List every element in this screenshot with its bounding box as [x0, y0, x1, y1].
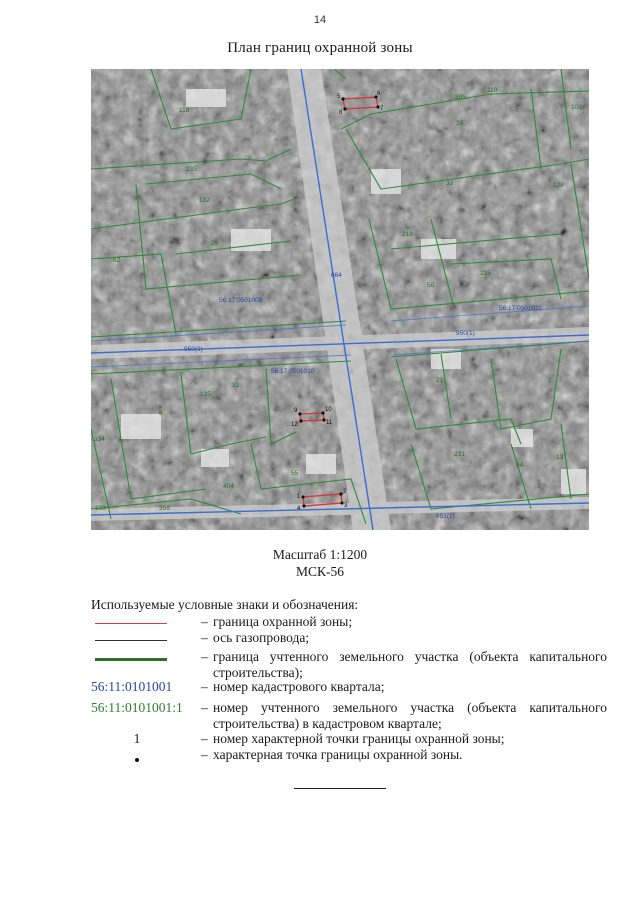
parcel-number-label: 305	[455, 94, 466, 101]
point-label: 10	[325, 407, 332, 413]
document-title: План границ охранной зоны	[227, 40, 413, 56]
footer-divider	[294, 788, 386, 789]
legend-dash: –	[201, 630, 208, 645]
legend-text: граница учтенного земельного участка (объекта капитального строительства);	[213, 649, 607, 680]
legend-symbol-parcel-boundary	[91, 649, 203, 665]
parcel-number-label: 132	[199, 197, 210, 204]
road-label: 664	[331, 272, 342, 279]
legend-symbol-point	[91, 747, 203, 763]
legend-dash: –	[201, 731, 208, 746]
legend-heading: Используемые условные знаки и обозначения:	[91, 597, 359, 612]
parcel-number-label: 135	[200, 391, 211, 398]
legend-symbol-parcel-number: 56:11:0101001:1	[91, 700, 183, 715]
legend-item-zone-boundary	[91, 614, 607, 630]
point-label: 11	[326, 420, 333, 426]
scale-block	[0, 546, 640, 580]
parcel-number-label: 62	[113, 257, 121, 264]
point-label: 1	[297, 494, 301, 500]
crs-text: МСК-56	[295, 564, 344, 579]
point-label: 5	[337, 94, 341, 100]
parcel-number-label: 29	[211, 240, 219, 247]
parcel-number-label: 404	[223, 483, 234, 490]
legend-symbol-point-number: 1	[133, 731, 141, 746]
point-label: 4	[297, 506, 301, 512]
legend-text: номер учтенного земельного участка (объекта капитального строительства) в кадастровом квартале;	[213, 700, 607, 731]
point-label: 9	[294, 408, 298, 414]
parcel-number-label: 133	[95, 505, 106, 512]
point-label: 3	[344, 503, 348, 509]
legend-item-point	[91, 747, 607, 763]
parcel-number-label: 50	[427, 282, 435, 289]
parcel-number-label: 21	[436, 377, 444, 384]
road-label: 951(1)	[436, 513, 455, 520]
parcel-number-label: 110	[487, 87, 498, 94]
parcel-number-label: 6	[159, 410, 163, 417]
parcel-number-label: 118	[179, 107, 190, 114]
legend-text: граница охранной зоны;	[213, 614, 353, 629]
parcel-number-label: 231	[454, 451, 465, 458]
point-label: 8	[339, 110, 343, 116]
legend-dash: –	[201, 700, 208, 715]
legend-text: номер кадастрового квартала;	[213, 679, 385, 694]
parcel-number-label: 2	[548, 377, 552, 384]
point-label: 12	[291, 422, 298, 428]
road-label: 950(1)	[456, 330, 475, 337]
parcel-number-label: 13	[556, 454, 564, 461]
parcel-number-label: 55	[291, 470, 299, 477]
parcel-number-label: 235	[186, 166, 197, 173]
parcel-number-label: 356	[159, 505, 170, 512]
legend-item-parcel-number	[91, 700, 607, 732]
quarter-number-label: 56:17:0501008	[219, 297, 263, 304]
point-label: 6	[377, 91, 381, 97]
legend-dash: –	[201, 679, 208, 694]
quarter-number-label: 56:17:0501010	[271, 368, 315, 375]
parcel-number-label: 235	[480, 270, 491, 277]
legend-text: характерная точка границы охранной зоны.	[213, 747, 463, 762]
road-label: 950(3)	[184, 346, 203, 353]
legend-text: номер характерной точки границы охранной зоны;	[213, 731, 505, 746]
legend-dash: –	[201, 649, 208, 664]
legend-dash: –	[201, 747, 208, 762]
legend-item-gas-axis	[91, 630, 607, 646]
parcel-number-label: 33	[456, 120, 464, 127]
parcel-number-label: 128	[553, 182, 564, 189]
parcel-number-label: 334	[94, 436, 105, 443]
quarter-number-label: 56:17:0501011	[499, 305, 542, 312]
point-label: 2	[343, 489, 347, 495]
legend-item-quarter-number	[91, 679, 607, 695]
legend-symbol-gas-axis	[91, 630, 203, 646]
page-number: 14	[313, 14, 327, 26]
legend-symbol-quarter-number: 56:11:0101001	[91, 679, 173, 694]
legend-item-point-number	[91, 731, 607, 747]
legend-item-parcel-boundary	[91, 649, 607, 681]
point-label: 7	[380, 106, 384, 112]
scale-text: Масштаб 1:1200	[272, 547, 368, 562]
parcel-number-label: 32	[232, 382, 240, 389]
legend-symbol-zone-boundary	[91, 614, 203, 630]
parcel-number-label: 108	[571, 104, 582, 111]
map-svg	[91, 69, 589, 530]
parcel-number-label: 94	[516, 462, 524, 469]
legend-dash: –	[201, 614, 208, 629]
legend-text: ось газопровода;	[213, 630, 310, 645]
cadastral-map	[91, 69, 589, 530]
parcel-number-label: 33	[446, 180, 454, 187]
parcel-number-label: 218	[402, 231, 413, 238]
